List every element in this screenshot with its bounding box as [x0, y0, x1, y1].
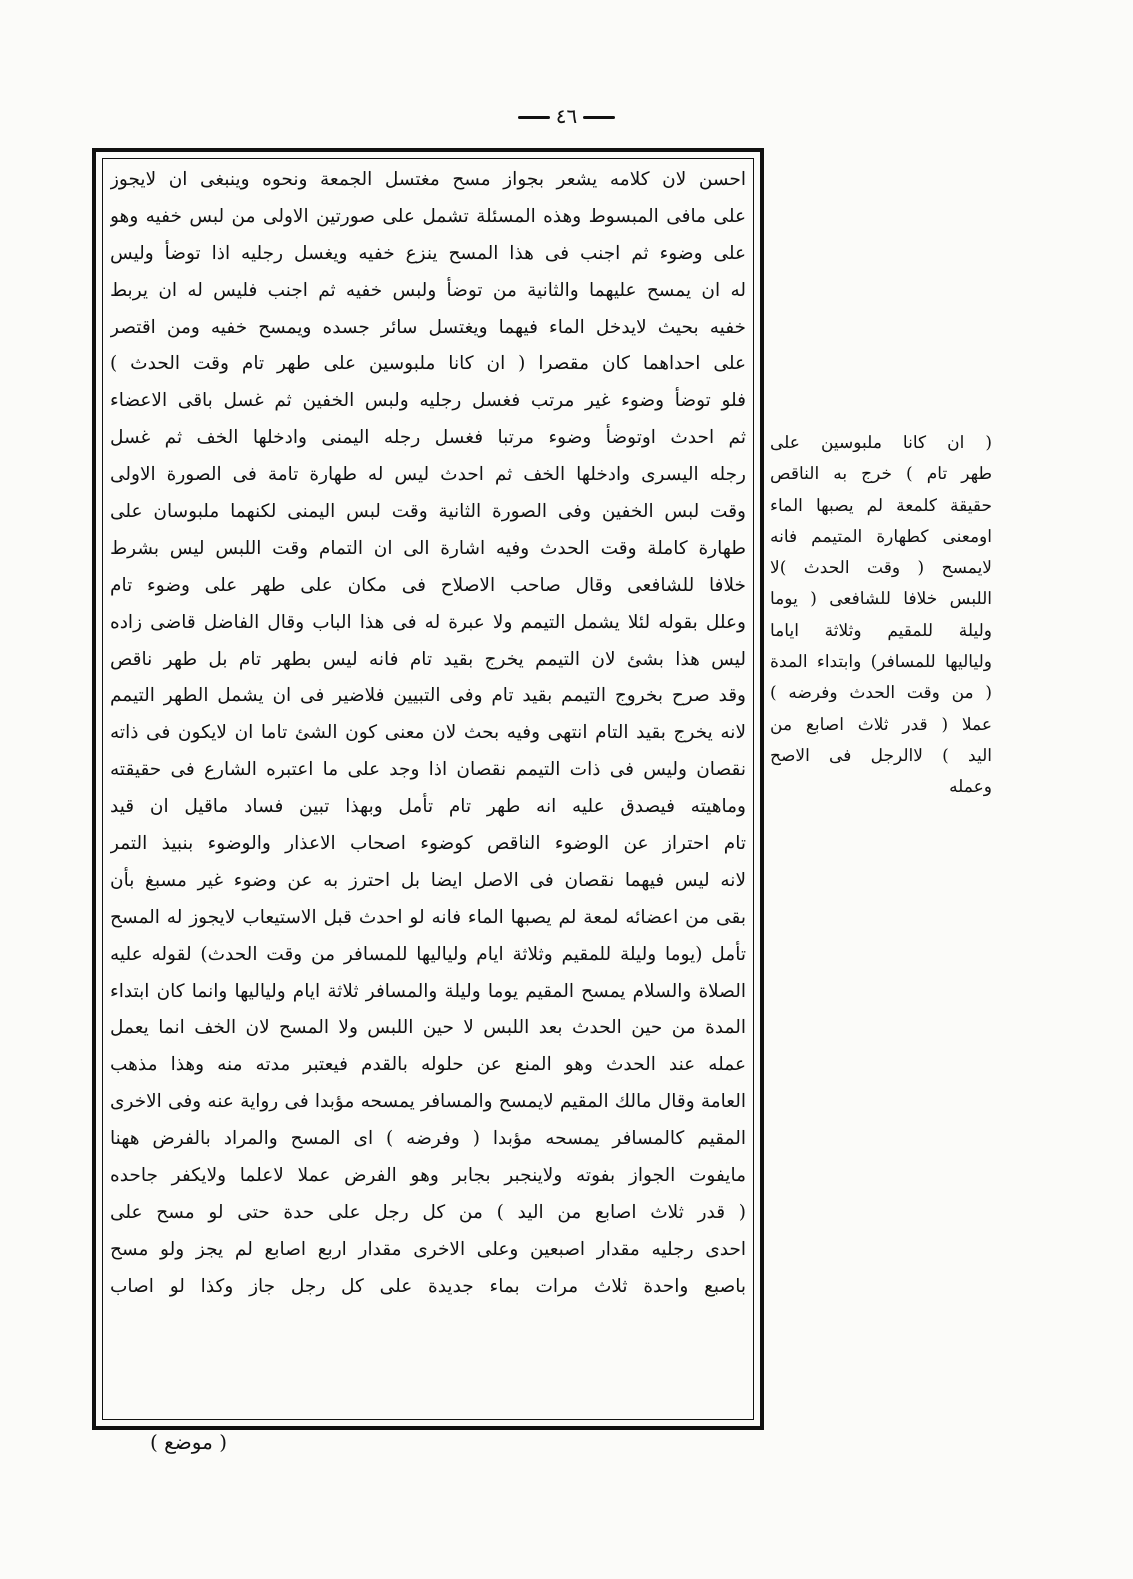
right-ornament-icon — [583, 116, 615, 119]
left-ornament-icon — [518, 116, 550, 119]
main-text-line: تام احتراز عن الوضوء الناقص كوضوء اصحاب الاعذار والوضوء بنبيذ التمر — [110, 833, 746, 855]
main-text-line: الصلاة والسلام يمسح المقيم يوما وليلة والمسافر ثلاثة ايام ولياليها وانما كان ابتداء — [110, 980, 746, 1002]
main-text-line: نقصان وليس فى ذات التيمم نقصان اذا وجد على ما اعتبره الشارع فى حقيقته — [110, 759, 746, 781]
main-text-line: خفيه بحيث لايدخل الماء فيهما ويغتسل سائر جسده ويمسح خفيه ومن اقتصر — [110, 316, 746, 338]
margin-note-line: ولياليها للمسافر) وابتداء المدة — [770, 652, 992, 673]
main-text-line: تأمل (يوما وليلة للمقيم وثلاثة ايام ولياليها للمسافر من وقت الحدث) لقوله عليه — [110, 943, 746, 965]
main-text-line: بقى من اعضائه لمعة لم يصبها الماء فانه لو احدث قبل الاستيعاب لايجوز له المسح — [110, 906, 746, 928]
margin-commentary — [770, 428, 992, 804]
main-text-line: احسن لان كلامه يشعر بجواز مسح مغتسل الجمعة ونحوه وينبغى ان لايجوز — [110, 169, 746, 190]
margin-note-line: لايمسح ( وقت الحدث )لا — [770, 558, 992, 579]
page-number-text: ٤٦ — [555, 104, 578, 128]
main-text-line: لانه ليس فيهما نقصان فى الاصل ايضا بل احترز به عن وضوء غير مسبغ بأن — [110, 869, 746, 891]
main-text-line: ليس هذا بشئ لان التيمم يخرج بقيد تام فانه ليس بطهر تام بل طهر ناقص — [110, 648, 746, 670]
margin-note-line: وعمله — [949, 777, 992, 798]
margin-note-line: طهر تام ) خرج به الناقص — [770, 464, 992, 485]
main-text-line: خلافا للشافعى وقال صاحب الاصلاح فى مكان على طهر على وضوء تام — [110, 574, 746, 596]
margin-note-line: عملا ( قدر ثلاث اصابع من — [770, 714, 992, 735]
main-text-line: وقت لبس الخفين وفى الصورة الثانية وقت لبس اليمنى لكنهما ملبوسان على — [110, 501, 746, 523]
catchword: ( موضع ) — [150, 1430, 227, 1454]
main-text-line: باصبع واحدة ثلاث مرات بماء جديدة على كل رجل جاز وكذا لو اصاب — [110, 1275, 746, 1297]
main-text-block — [110, 162, 746, 1420]
main-text-line: احدى رجليه مقدار اصبعين وعلى الاخرى مقدار اربع اصابع لم يجز ولو مسح — [110, 1238, 746, 1260]
main-text-line: له ان يمسح عليهما والثانية من توضأ ولبس خفيه ثم اجنب فليس له ان يربط — [110, 279, 746, 301]
main-text-line: وماهيته فيصدق عليه انه طهر تام تأمل وبهذا تبين فساد ماقيل ان قيد — [110, 796, 746, 818]
main-text-line: على وضوء ثم اجنب فى هذا المسح ينزع خفيه ويغسل رجليه اذا توضأ وليس — [110, 242, 746, 264]
main-text-line: على مافى المبسوط وهذه المسئلة تشمل على صورتين الاولى من لبس خفيه وهو — [110, 205, 746, 227]
margin-note-line: اومعنى كطهارة المتيمم فانه — [770, 526, 992, 547]
page-number — [0, 104, 1133, 128]
margin-note-line: حقيقة كلمعة لم يصبها الماء — [770, 495, 992, 516]
main-text-line: وعلل بقوله لئلا يشمل التيمم ولا عبرة له فى هذا الباب وقال الفاضل قاضى زاده — [110, 611, 746, 633]
main-text-line: رجله اليسرى وادخلها الخف ثم احدث ليس له طهارة تامة فى الصورة الاولى — [110, 464, 746, 486]
margin-note-line: اللبس خلافا للشافعى ( يوما — [770, 589, 992, 610]
main-text-line: لانه يخرج بقيد التام انتهى وفيه بحث لان معنى كون الشئ تاما ان لايكون فى ذاته — [110, 722, 746, 744]
main-text-line: فلو توضأ وضوء غير مرتب فغسل رجليه ولبس الخفين ثم غسل باقى الاعضاء — [110, 390, 746, 412]
main-text-line: المقيم كالمسافر يمسحه مؤبدا ( وفرضه ) اى المسح والمراد بالفرض ههنا — [110, 1128, 746, 1150]
main-text-line: عمله عند الحدث وهو المنع عن حلوله بالقدم فيعتبر مدته منه وهذا مذهب — [110, 1054, 746, 1076]
main-text-line: مايفوت الجواز بفوته ولاينجبر بجابر وهو الفرض عملا لاعلما ولايكفر جاحده — [110, 1165, 746, 1187]
main-text-line: ( قدر ثلاث اصابع من اليد ) من كل رجل على حدة حتى لو مسح على — [110, 1201, 746, 1223]
margin-note-line: اليد ) لاالرجل فى الاصح — [770, 745, 992, 766]
main-text-line: العامة وقال مالك المقيم لايمسح والمسافر يمسحه مؤبدا فى رواية عنه وفى الاخرى — [110, 1091, 746, 1113]
main-text-line: ثم احدث اوتوضأ وضوء مرتبا فغسل رجله اليمنى وادخلها الخف ثم غسل — [110, 427, 746, 449]
main-text-line: وقد صرح بخروج التيمم بقيد تام وفى التبيين فلاضير فى ان يشمل الطهر التيمم — [110, 685, 746, 707]
main-text-frame — [92, 148, 764, 1430]
margin-note-line: وليلة للمقيم وثلاثة اياما — [770, 620, 992, 641]
main-text-line: المدة من حين الحدث بعد اللبس لا حين اللبس ولا المسح لان الخف انما يعمل — [110, 1017, 746, 1039]
margin-note-line: ( ان كانا ملبوسين على — [770, 433, 992, 453]
main-text-line: على احداهما كان مقصرا ( ان كانا ملبوسين على طهر تام وقت الحدث ) — [110, 353, 746, 375]
main-text-line: طهارة كاملة وقت الحدث وفيه اشارة الى ان التمام وقت اللبس ليس بشرط — [110, 537, 746, 559]
margin-note-line: ( من وقت الحدث وفرضه ) — [770, 683, 992, 704]
